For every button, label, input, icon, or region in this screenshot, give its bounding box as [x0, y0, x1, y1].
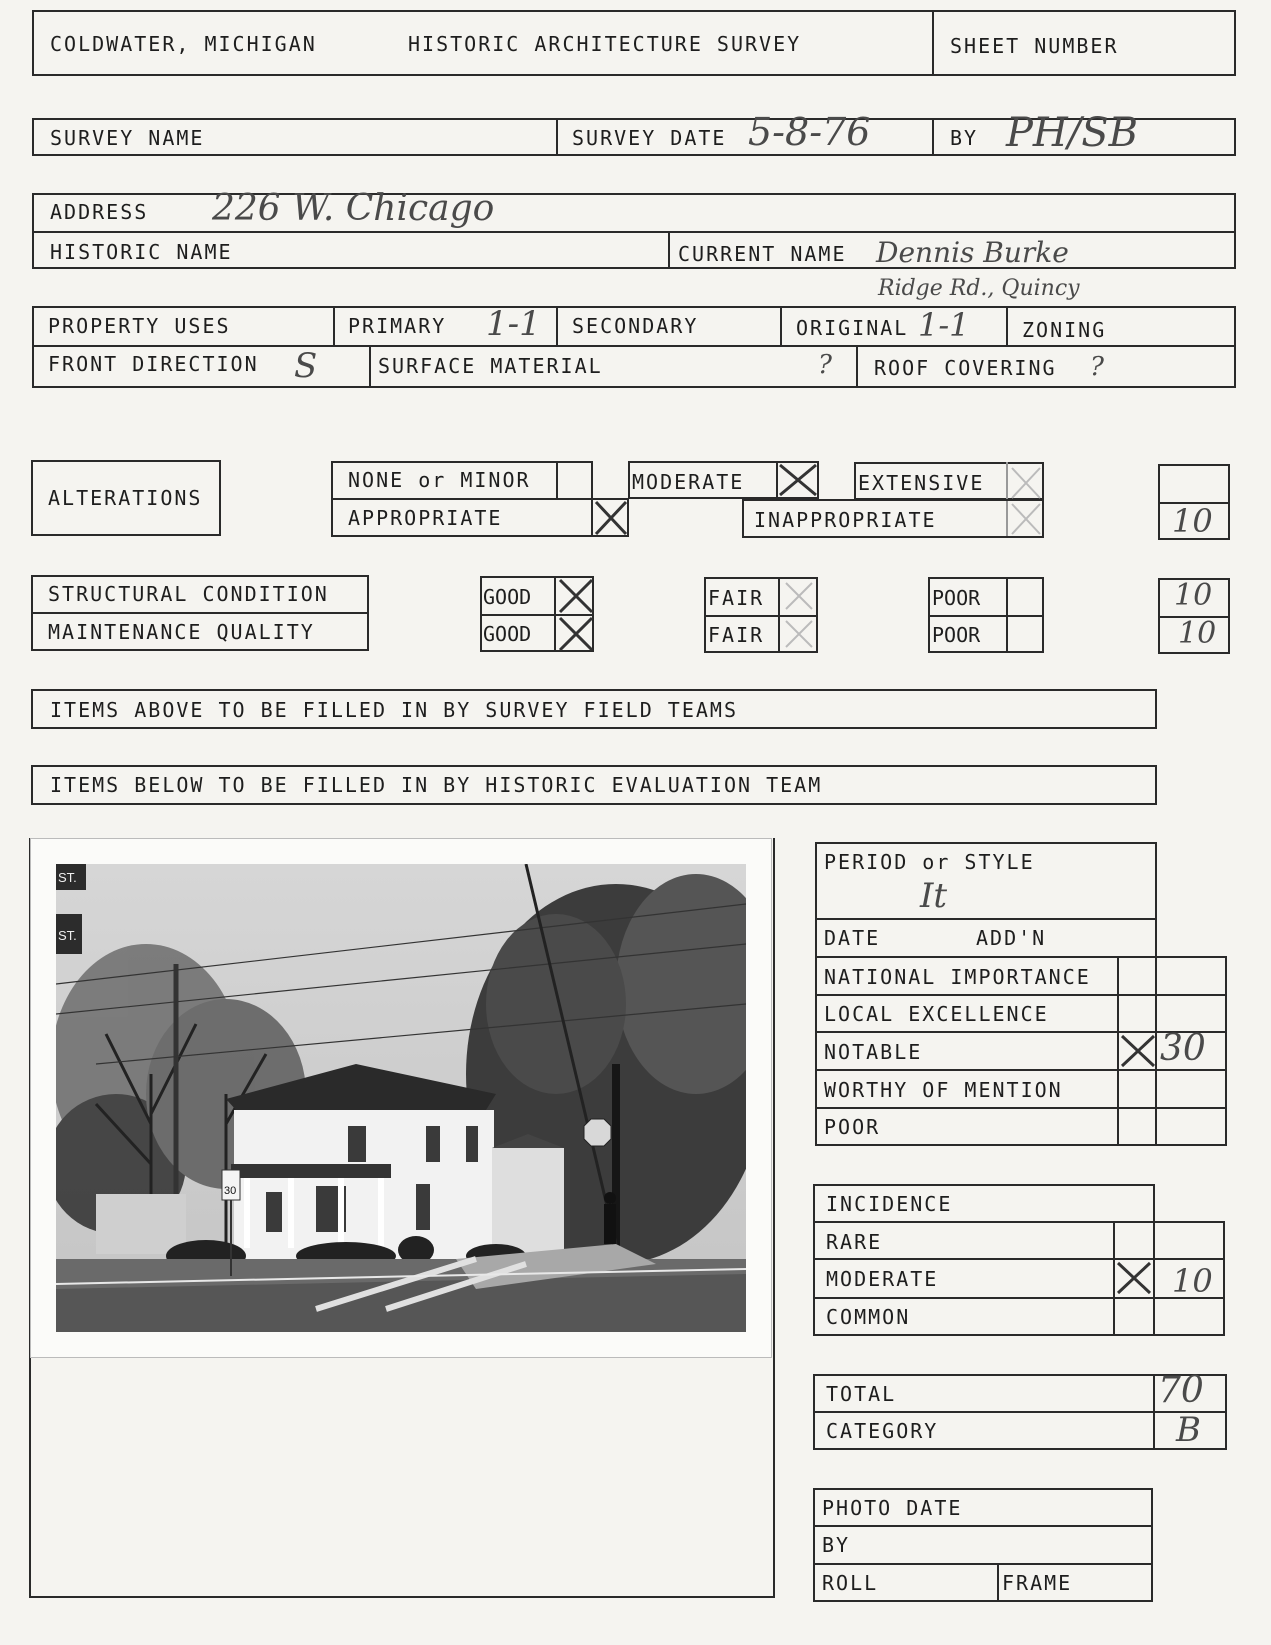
period-poor-label: POOR	[824, 1115, 881, 1139]
notable-x-mark	[1118, 1032, 1158, 1070]
primary-label: PRIMARY	[348, 314, 447, 338]
secondary-label: SECONDARY	[572, 314, 699, 338]
alterations-score: 10	[1172, 502, 1213, 540]
primary-value: 1-1	[486, 304, 541, 344]
original-label: ORIGINAL	[796, 316, 909, 340]
notable-label: NOTABLE	[824, 1040, 923, 1064]
fair-faint-x-mark	[780, 577, 818, 653]
maintenance-score: 10	[1178, 616, 1217, 651]
survey-by-value: PH/SB	[1006, 110, 1139, 156]
period-style-label: PERIOD or STYLE	[824, 850, 1035, 874]
survey-date-label: SURVEY DATE	[572, 126, 727, 150]
total-value: 70	[1158, 1370, 1204, 1411]
field-teams-note: ITEMS ABOVE TO BE FILLED IN BY SURVEY FIELD TEAMS	[50, 698, 739, 722]
alterations-label: ALTERATIONS	[48, 486, 203, 510]
common-label: COMMON	[826, 1305, 911, 1329]
current-name-label: CURRENT NAME	[678, 242, 847, 266]
front-direction-value: S	[294, 346, 318, 386]
maintenance-fair-label: FAIR	[708, 623, 765, 647]
moderate-label: MODERATE	[632, 470, 745, 494]
extensive-faint-x-mark	[1008, 464, 1044, 538]
incidence-moderate-x-mark	[1114, 1259, 1154, 1297]
street-sign-mid: ST.	[58, 928, 77, 943]
maintenance-good-label: GOOD	[483, 622, 532, 646]
zoning-label: ZONING	[1022, 318, 1107, 342]
maintenance-good-x-mark	[556, 614, 596, 654]
incidence-moderate-label: MODERATE	[826, 1267, 939, 1291]
sheet-number-label: SHEET NUMBER	[950, 34, 1119, 58]
rare-label: RARE	[826, 1230, 883, 1254]
period-date-label: DATE	[824, 926, 881, 950]
speed-limit-sign: 30	[224, 1185, 237, 1197]
structural-score: 10	[1174, 578, 1213, 613]
maintenance-poor-label: POOR	[932, 623, 981, 647]
survey-date-value: 5-8-76	[748, 110, 871, 154]
city-label: COLDWATER, MICHIGAN	[50, 32, 317, 56]
address-label: ADDRESS	[50, 200, 149, 224]
worthy-of-mention-label: WORTHY OF MENTION	[824, 1078, 1063, 1102]
incidence-label: INCIDENCE	[826, 1192, 953, 1216]
national-importance-label: NATIONAL IMPORTANCE	[824, 965, 1091, 989]
extensive-label: EXTENSIVE	[858, 471, 985, 495]
structural-good-x-mark	[556, 576, 596, 616]
roof-covering-value: ?	[1090, 352, 1104, 382]
current-name-value: Dennis Burke	[876, 236, 1069, 269]
period-addn-label: ADD'N	[976, 926, 1047, 950]
property-uses-label: PROPERTY USES	[48, 314, 231, 338]
inappropriate-label: INAPPROPRIATE	[754, 508, 937, 532]
structural-condition-label: STRUCTURAL CONDITION	[48, 582, 329, 606]
category-value: B	[1176, 1410, 1201, 1450]
structural-good-label: GOOD	[483, 585, 532, 609]
total-label: TOTAL	[826, 1382, 897, 1406]
structural-fair-label: FAIR	[708, 586, 765, 610]
surface-material-label: SURFACE MATERIAL	[378, 354, 603, 378]
evaluation-team-note: ITEMS BELOW TO BE FILLED IN BY HISTORIC EVALUATION TEAM	[50, 773, 823, 797]
moderate-x-mark	[776, 461, 820, 499]
front-direction-label: FRONT DIRECTION	[48, 352, 259, 376]
roll-label: ROLL	[822, 1571, 879, 1595]
historic-name-label: HISTORIC NAME	[50, 240, 233, 264]
surface-material-value: ?	[818, 350, 832, 380]
survey-name-label: SURVEY NAME	[50, 126, 205, 150]
current-name-note: Ridge Rd., Quincy	[878, 276, 1080, 301]
street-sign-top: ST.	[58, 870, 77, 885]
photo-date-label: PHOTO DATE	[822, 1496, 963, 1520]
original-value: 1-1	[918, 306, 970, 344]
survey-title: HISTORIC ARCHITECTURE SURVEY	[408, 32, 802, 56]
period-style-value: It	[920, 876, 948, 916]
local-excellence-label: LOCAL EXCELLENCE	[824, 1002, 1049, 1026]
address-value: 226 W. Chicago	[212, 188, 495, 229]
appropriate-x-mark	[592, 498, 630, 538]
survey-by-label: BY	[950, 126, 979, 150]
incidence-score: 10	[1172, 1262, 1213, 1300]
roof-covering-label: ROOF COVERING	[874, 356, 1057, 380]
maintenance-quality-label: MAINTENANCE QUALITY	[48, 620, 315, 644]
house-photo	[56, 864, 746, 1332]
appropriate-label: APPROPRIATE	[348, 506, 503, 530]
photo-by-label: BY	[822, 1533, 851, 1557]
structural-poor-label: POOR	[932, 586, 981, 610]
none-minor-label: NONE or MINOR	[348, 468, 531, 492]
frame-label: FRAME	[1002, 1571, 1073, 1595]
notable-score: 30	[1160, 1028, 1206, 1069]
category-label: CATEGORY	[826, 1419, 939, 1443]
